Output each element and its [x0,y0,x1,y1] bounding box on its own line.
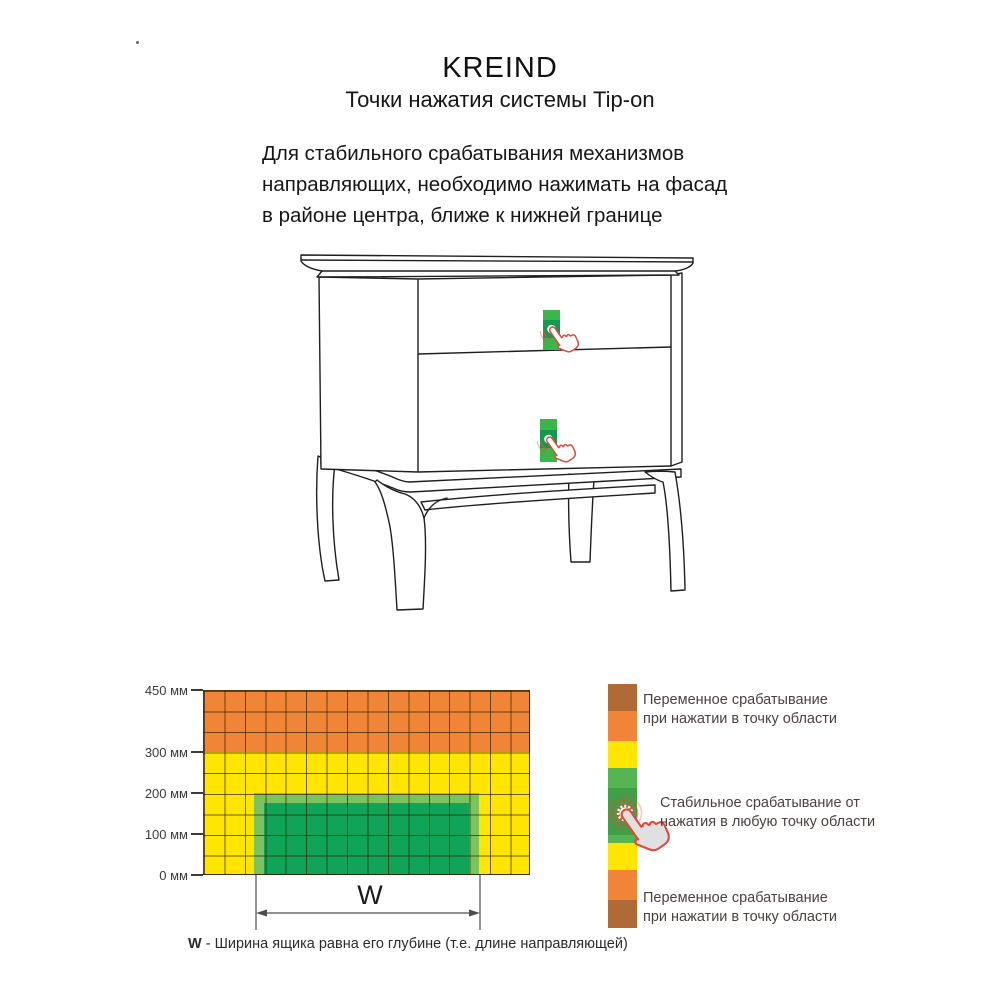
legend-seg-brown [608,900,637,928]
y-tick [191,689,203,691]
legend-item-variable-bottom [643,889,837,926]
back-right-leg [569,474,594,562]
nightstand-drawing [225,240,725,640]
legend-seg-orange [608,870,637,900]
intro-line: направляющих, необходимо нажимать на фасад [262,173,728,196]
arrowhead-right [469,910,480,917]
legend-item-variable-top [643,691,837,728]
y-label-200: 200 мм [144,785,188,801]
y-label-300: 300 мм [144,744,188,760]
y-tick [191,833,203,835]
back-left-leg [317,456,339,581]
y-label-0: 0 мм [159,867,188,883]
intro-line: Для стабильного срабатывания механизмов [262,142,685,165]
table-top [301,255,693,277]
stray-dot [136,41,139,44]
width-label: W [357,880,383,910]
legend-line: при нажатии в точку области [643,908,837,925]
page-subtitle: Точки нажатия системы Tip-on [345,87,655,112]
y-tick [191,874,203,876]
caption [188,936,628,952]
caption-text: - Ширина ящика равна его глубине (т.е. длине направляющей) [201,936,628,952]
legend-line: Переменное срабатывание [643,890,828,906]
legend-seg-yellow [608,741,637,768]
arrowhead-left [256,910,267,917]
y-label-450: 450 мм [144,683,188,698]
legend-line: Стабильное срабатывание от [660,795,860,811]
legend-seg-orange [608,711,637,741]
caption-w: W [188,936,202,952]
legend-line: при нажатии в точку области [643,710,837,727]
legend-item-stable [660,794,875,831]
page-title: KREIND [442,52,558,84]
intro-paragraph [262,138,727,231]
grid-lines [203,690,530,875]
y-tick [191,751,203,753]
legend-line: Переменное срабатывание [643,692,828,708]
front-left-leg [375,480,426,610]
y-tick [191,792,203,794]
legend-line: нажатия в любую точку области [660,813,876,830]
y-label-100: 100 мм [144,826,188,842]
legend-seg-brown [608,684,637,711]
pressure-zone-grid [203,690,530,875]
cabinet-body [319,273,682,472]
intro-line: в районе центра, ближе к нижней границе [262,204,663,227]
